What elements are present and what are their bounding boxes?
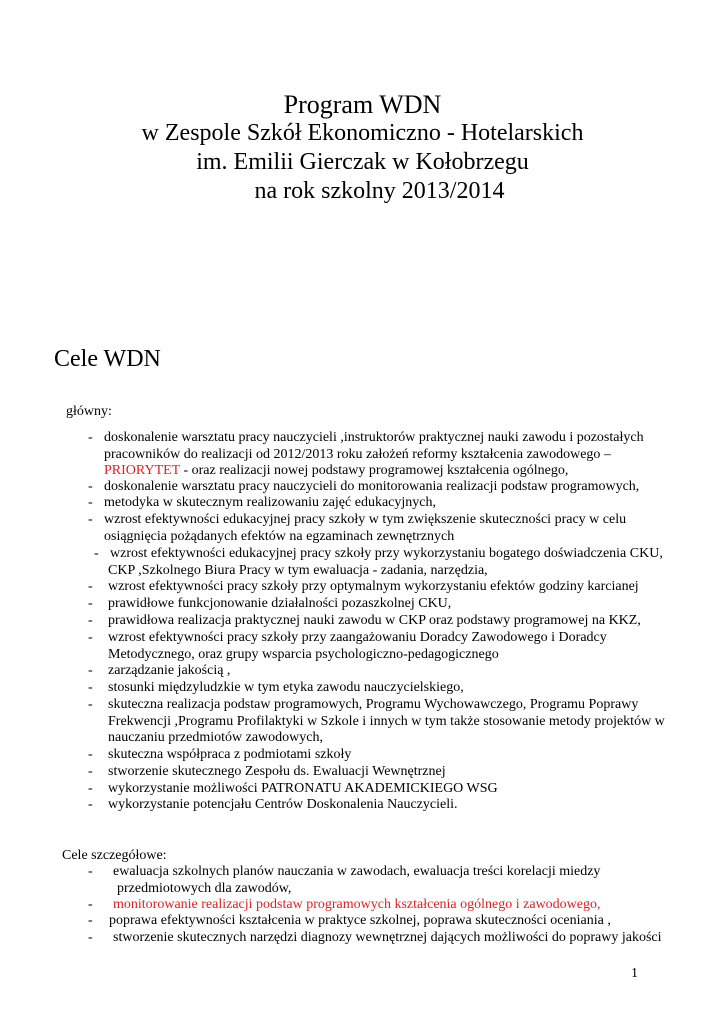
main-goal-item-line: doskonalenie warsztatu pracy nauczycieli do monitorowania realizacji podstaw programowych,	[104, 479, 640, 494]
main-goal-item-line: wzrost efektywności pracy szkoły przy optymalnym wykorzystaniu efektów godziny karcianej	[108, 579, 639, 594]
detailed-goal-item-line: stworzenie skutecznych narzędzi diagnozy wewnętrznej dających możliwości do poprawy jakości	[113, 930, 662, 945]
title-line-2: w Zespole Szkół Ekonomiczno - Hotelarskich	[141, 120, 584, 146]
bullet-dash: -	[94, 546, 99, 561]
main-goal-item-line: prawidłowa realizacja praktycznej nauki zawodu w CKP oraz podstawy programowej na KKZ,	[108, 613, 641, 628]
main-goal-item-line: wzrost efektywności edukacyjnej pracy szkoły przy wykorzystaniu bogatego doświadczenia CKU,	[110, 546, 663, 561]
main-goal-item-line: zarządzanie jakością ,	[108, 663, 231, 678]
detailed-goal-item-line: poprawa efektywności kształcenia w praktyce szkolnej, poprawa skuteczności oceniania ,	[109, 913, 611, 928]
bullet-dash: -	[88, 579, 93, 594]
main-goal-item-line: stosunki międzyludzkie w tym etyka zawodu nauczycielskiego,	[108, 680, 464, 695]
main-goal-item-line: wykorzystanie możliwości PATRONATU AKADEMICKIEGO WSG	[108, 781, 498, 796]
detailed-goal-item-line: ewaluacja szkolnych planów nauczania w zawodach, ewaluacja treści korelacji miedzy	[113, 864, 601, 879]
title-line-4: na rok szkolny 2013/2014	[254, 178, 505, 204]
main-goal-item-line: Metodycznego, oraz grupy wsparcia psychologiczno-pedagogicznego	[108, 646, 499, 662]
bullet-dash: -	[88, 596, 93, 611]
bullet-dash: -	[88, 430, 93, 445]
bullet-dash: -	[88, 495, 93, 510]
main-goal-item-line: osiągnięcia pożądanych efektów na egzaminach zewnętrznych	[104, 528, 455, 544]
priority-highlight: PRIORYTET	[104, 463, 180, 478]
bullet-dash: -	[88, 479, 93, 494]
main-goal-item-line: skuteczna współpraca z podmiotami szkoły	[108, 747, 352, 762]
main-goal-item-line: PRIORYTET - oraz realizacji nowej podstawy programowej kształcenia ogólnego,	[104, 463, 569, 478]
main-goal-item-line: prawidłowe funkcjonowanie działalności pozaszkolnej CKU,	[108, 596, 452, 611]
bullet-dash: -	[88, 613, 93, 628]
main-goal-item-line: doskonalenie warsztatu pracy nauczycieli ,instruktorów praktycznej nauki zawodu i pozostałych	[104, 430, 644, 445]
bullet-dash: -	[88, 697, 93, 712]
title-line-1: Program WDN	[283, 90, 442, 119]
main-goals-label: główny:	[66, 404, 112, 419]
detailed-goal-item-line: monitorowanie realizacji podstaw programowych kształcenia ogólnego i zawodowego,	[113, 897, 601, 912]
main-goal-item-line: metodyka w skutecznym realizowaniu zajęć edukacyjnych,	[104, 495, 436, 510]
section-title: Cele WDN	[54, 346, 161, 372]
main-goal-item-line: stworzenie skutecznego Zespołu ds. Ewaluacji Wewnętrznej	[108, 764, 446, 779]
main-goal-item-line: pracowników do realizacji od 2012/2013 roku założeń reformy kształcenia zawodowego –	[104, 446, 611, 462]
detailed-goals-label: Cele szczegółowe:	[62, 848, 167, 863]
main-goal-item-line: Frekwencji ,Programu Profilaktyki w Szkole i innych w tym także stosowanie metody projektów w	[108, 713, 665, 729]
main-goal-item-line: skuteczna realizacja podstaw programowych, Programu Wychowawczego, Programu Poprawy	[108, 697, 639, 712]
bullet-dash: -	[88, 913, 93, 928]
bullet-dash: -	[88, 630, 93, 645]
bullet-dash: -	[88, 897, 93, 912]
bullet-dash: -	[88, 680, 93, 695]
bullet-dash: -	[88, 663, 93, 678]
main-goal-item-line: wzrost efektywności edukacyjnej pracy szkoły w tym zwiększenie skuteczności pracy w celu	[104, 512, 627, 527]
main-goal-item-line: nauczaniu przedmiotów zawodowych,	[108, 730, 323, 745]
bullet-dash: -	[88, 764, 93, 779]
bullet-dash: -	[88, 747, 93, 762]
detailed-goal-item-line: przedmiotowych dla zawodów,	[117, 880, 292, 896]
bullet-dash: -	[88, 797, 93, 812]
bullet-dash: -	[88, 781, 93, 796]
title-line-3: im. Emilii Gierczak w Kołobrzegu	[196, 149, 529, 175]
bullet-dash: -	[88, 930, 93, 945]
main-goal-item-line: wzrost efektywności pracy szkoły przy zaangażowaniu Doradcy Zawodowego i Doradcy	[108, 630, 607, 645]
bullet-dash: -	[88, 512, 93, 527]
bullet-dash: -	[88, 864, 93, 879]
main-goal-item-line: CKP ,Szkolnego Biura Pracy w tym ewaluacja - zadania, narzędzia,	[108, 562, 488, 578]
main-goal-item-line: wykorzystanie potencjału Centrów Doskonalenia Nauczycieli.	[108, 797, 458, 812]
page-number: 1	[631, 966, 638, 981]
document-title	[0, 90, 725, 206]
